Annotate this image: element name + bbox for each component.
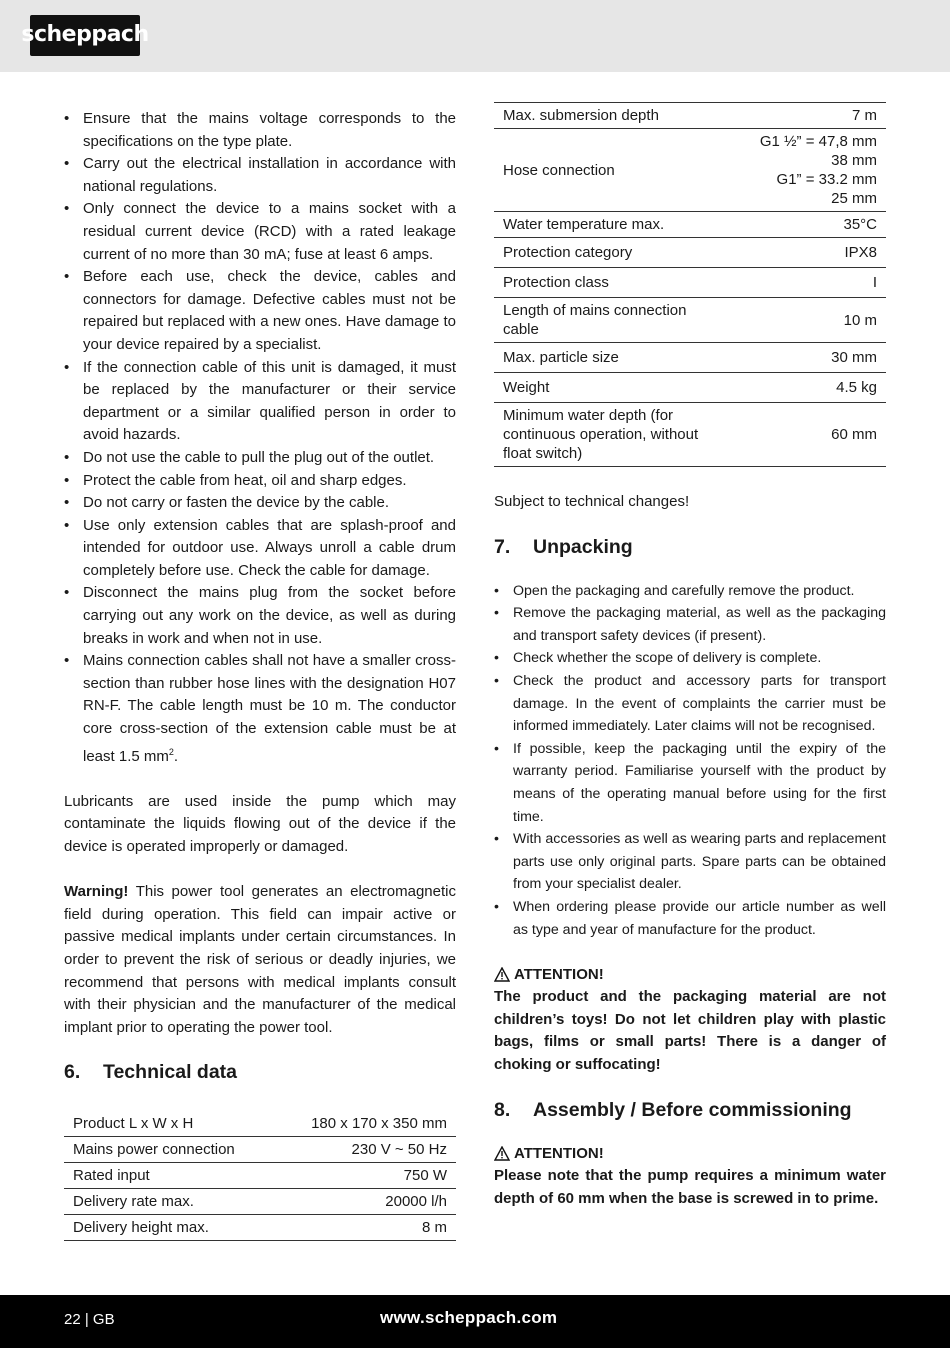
table-value: 180 x 170 x 350 mm [311,1115,447,1133]
section-number: 6. [64,1061,81,1084]
value-line: G1” = 33.2 mm [776,171,877,188]
table-label: Rated input [73,1167,150,1185]
table-value: 60 mm [831,426,877,443]
attention-text: The product and the packaging material are not children’s toys! Do not let children play with plastic bags, films or small parts! There is a danger of choking or suffocating! [494,988,886,1074]
table-label: Water temperature max. [503,216,665,233]
table-value: 20000 l/h [385,1193,447,1211]
warning-label: Warning! [64,883,129,901]
table-label: Mains power connection [73,1141,235,1159]
warning-triangle-icon [494,1146,510,1161]
table-value: 7 m [851,107,877,124]
list-item: • Do not use the cable to pull the plug out of the outlet. [64,447,456,470]
table-value: 35°C [843,216,877,233]
table-label: Weight [503,379,550,396]
list-item: • Check the product and accessory parts for transport damage. In the event of complaints the carrier must be informed immediately. Later claims will not be recognised. [494,670,886,738]
subject-note: Subject to technical changes! [494,493,690,510]
attention-label: ATTENTION! [514,1144,604,1162]
table-row [494,298,886,343]
table-value: 4.5 kg [836,379,877,396]
section-heading-technical-data [64,1059,456,1085]
attention-heading [494,1143,886,1166]
table-label: Max. submersion depth [503,107,659,124]
value-line: 25 mm [831,190,877,207]
section-title: Technical data [103,1061,238,1084]
table-row [494,268,886,298]
section-heading-assembly [494,1097,886,1123]
value-line: 38 mm [831,152,877,169]
list-item: • If possible, keep the packaging until the expiry of the warranty period. Familiarise yourself with the product by means of the operating manual before using for the first time. [494,738,886,828]
table-label: Hose connection [503,161,615,179]
page-footer [0,1295,950,1348]
table-label: Protection class [503,274,609,291]
table-label: Minimum water depth (for continuous operation, without float switch) [503,407,699,462]
list-item: • Do not carry or fasten the device by the cable. [64,492,456,515]
list-item: • If the connection cable of this unit is damaged, it must be replaced by the manufacturer or their service department or a similar qualified person in order to avoid hazards. [64,357,456,447]
attention-heading [494,964,886,987]
attention-text: Please note that the pump requires a minimum water depth of 60 mm when the base is screwed in to prime. [494,1167,886,1207]
list-item: • Open the packaging and carefully remove the product. [494,580,886,603]
table-value: IPX8 [844,244,877,261]
warning-triangle-icon [494,967,510,982]
table-row [494,343,886,373]
technical-data-table-right [494,102,886,467]
section-title: Unpacking [533,535,633,558]
table-row [494,212,886,238]
table-label: Protection category [503,244,633,261]
table-value: I [872,274,877,291]
superscript: 2 [168,746,174,757]
table-value: 8 m [421,1219,447,1237]
table-row [494,373,886,403]
section-number: 7. [494,535,511,558]
list-item: • When ordering please provide our article number as well as type and year of manufacture for the product. [494,896,886,941]
scheppach-logo: scheppach [30,15,140,56]
table-label: Delivery height max. [73,1219,209,1237]
list-item: • Only connect the device to a mains socket with a residual current device (RCD) with a rated leakage current of no more than 30 mA; fuse at least 6 amps. [64,198,456,266]
table-row [494,103,886,129]
table-value: 230 V ~ 50 Hz [351,1141,447,1159]
list-item: • Before each use, check the device, cables and connectors for damage. Defective cables must not be repaired but replaced with a new ones. Have damage to your device repaired by a specialist. [64,266,456,356]
section-title: Assembly / Before commissioning [533,1098,852,1121]
table-label: Delivery rate max. [73,1193,194,1211]
table-row [64,1111,456,1137]
list-item: • With accessories as well as wearing parts and replacement parts use only original parts. Spare parts can be obtained from your specialist dealer. [494,828,886,896]
section-number: 8. [494,1098,511,1121]
table-row [64,1163,456,1189]
list-item: • Use only extension cables that are splash-proof and intended for outdoor use. Always unroll a cable drum completely before use. Check the cable for damage. [64,515,456,583]
list-item: • Carry out the electrical installation in accordance with national regulations. [64,153,456,198]
website-link[interactable]: www.scheppach.com [380,1308,558,1327]
safety-list [64,108,456,768]
table-label: Length of mains connection cable [503,302,687,338]
table-row [494,403,886,467]
page-number: 22 | GB [64,1311,115,1328]
attention-label: ATTENTION! [514,965,604,983]
technical-data-table-left [64,1111,456,1241]
table-label: Product L x W x H [73,1115,194,1133]
list-item-cable-section [64,650,456,768]
unpacking-list [494,580,886,942]
table-row [494,238,886,268]
table-row [64,1189,456,1215]
table-row [64,1137,456,1163]
table-value: 750 W [403,1167,447,1185]
section-heading-unpacking [494,534,886,560]
table-row [64,1215,456,1241]
left-column [64,108,456,1241]
table-label: Max. particle size [503,349,619,366]
cable-section-text: Mains connection cables shall not have a smaller cross-section than rubber hose lines with the designation H07 RN-F. The cable length must be 10 m. The conductor core cross-section of the extension cable must be at least 1.5 mm [83,652,456,765]
value-line: G1 ½” = 47,8 mm [759,133,877,150]
lubricants-paragraph: Lubricants are used inside the pump which may contaminate the liquids flowing out of the device if the device is operated improperly or damaged. [64,792,456,855]
warning-paragraph [64,881,456,1039]
table-value: 10 m [843,311,877,329]
table-value-multiline [724,129,886,212]
warning-text: This power tool generates an electromagnetic field during operation. This field can impair active or passive medical implants under certain circumstances. In order to prevent the risk of serious or deadly injuries, we recommend that persons with medical implants consult with their physician and the manufacturer of the medical implant prior to operating the power tool. [64,883,456,1036]
list-item: • Disconnect the mains plug from the socket before carrying out any work on the device, as well as during breaks in work and when not in use. [64,582,456,650]
list-item: • Protect the cable from heat, oil and sharp edges. [64,470,456,493]
table-value: 30 mm [831,349,877,366]
list-item: • Check whether the scope of delivery is complete. [494,647,886,670]
list-item: • Remove the packaging material, as well as the packaging and transport safety devices (if present). [494,602,886,647]
right-column [494,102,886,1210]
period: . [173,747,179,765]
table-row [494,129,886,212]
list-item: • Ensure that the mains voltage corresponds to the specifications on the type plate. [64,108,456,153]
page-header [0,0,950,72]
